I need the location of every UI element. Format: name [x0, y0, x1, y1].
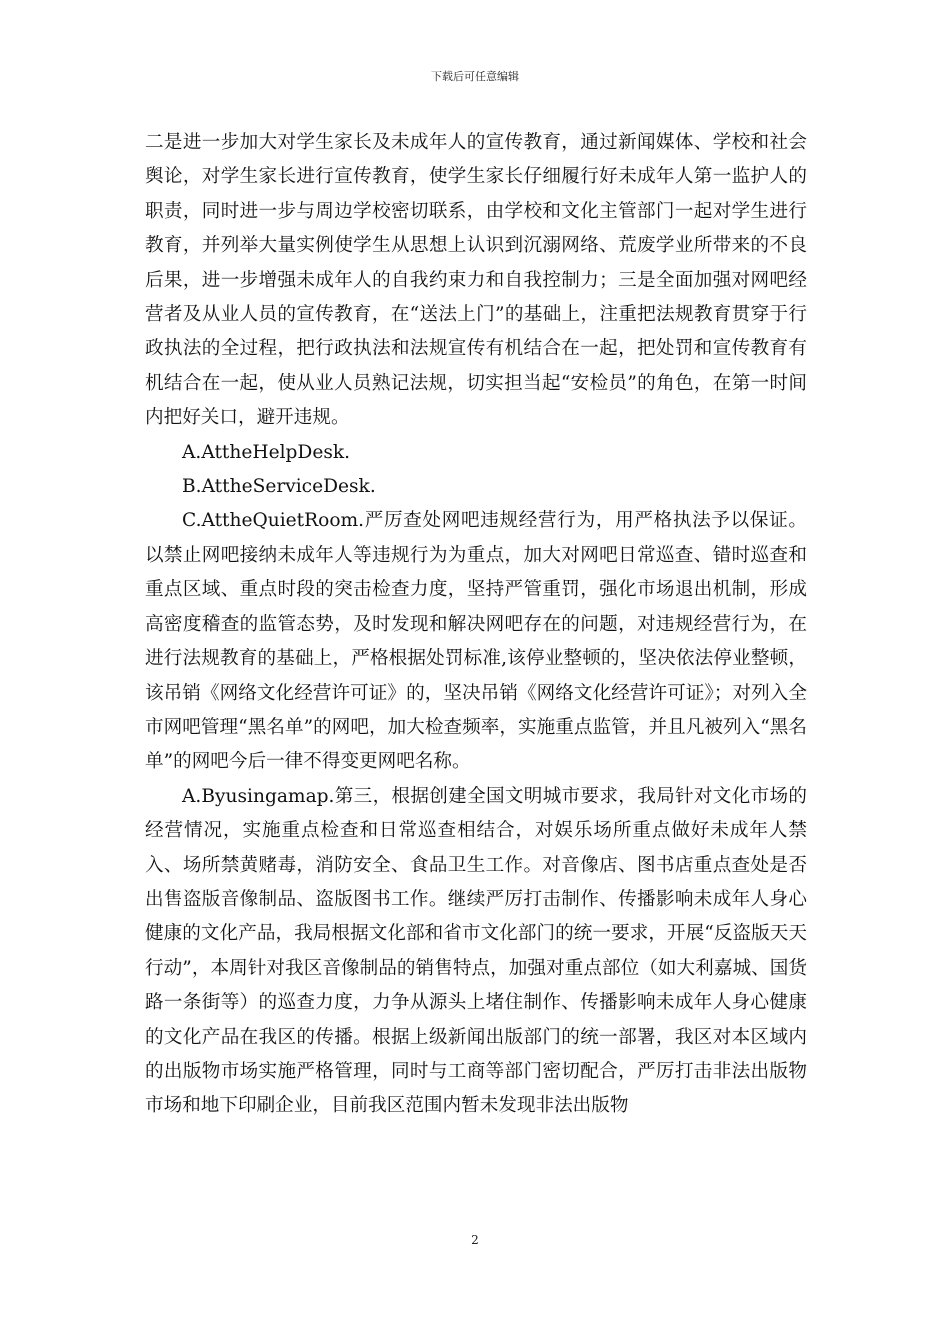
- page-number: 2: [471, 1233, 479, 1247]
- paragraph-publicity-education: 二是进一步加大对学生家长及未成年人的宣传教育，通过新闻媒体、学校和社会舆论，对学生家长进行宣传教育，使学生家长仔细履行好未成年人第一监护人的职责，同时进一步与周边学校密切联系，由学校和文化主管部门一起对学生进行教育，并列举大量实例使学生从思想上认识到沉溺网络、荒废学业所带来的不良后果，进一步增强未成年人的自我约束力和自我控制力；三是全面加强对网吧经营者及从业人员的宣传教育，在“送法上门”的基础上，注重把法规教育贯穿于行政执法的全过程，把行政执法和法规宣传有机结合在一起，把处罚和宣传教育有机结合在一起，使从业人员熟记法规，切实担当起“安检员”的角色，在第一时间内把好关口，避开违规。: [145, 132, 807, 429]
- body-text: [145, 126, 807, 1124]
- paragraph-option-b-servicedesk: B.AttheServiceDesk.: [182, 476, 376, 498]
- paragraph-option-a-helpdesk: A.AttheHelpDesk.: [182, 441, 351, 463]
- paragraph-option-a-market-inspection: A.Byusingamap.第三，根据创建全国文明城市要求，我局针对文化市场的经营情况，实施重点检查和日常巡查相结合，对娱乐场所重点做好未成年人禁入、场所禁黄赌毒，消防安全、食品卫生工作。对音像店、图书店重点查处是否出售盗版音像制品、盗版图书工作。继续严厉打击制作、传播影响未成年人身心健康的文化产品，我局根据文化部和省市文化部门的统一要求，开展“反盗版天天行动”，本周针对我区音像制品的销售特点，加强对重点部位（如大利嘉城、国货路一条街等）的巡查力度，力争从源头上堵住制作、传播影响未成年人身心健康的文化产品在我区的传播。根据上级新闻出版部门的统一部署，我区对本区域内的出版物市场实施严格管理，同时与工商等部门密切配合，严厉打击非法出版物市场和地下印刷企业，目前我区范围内暂未发现非法出版物: [145, 785, 807, 1117]
- paragraph-option-c-enforcement: C.AttheQuietRoom.严厉查处网吧违规经营行为，用严格执法予以保证。以禁止网吧接纳未成年人等违规行为为重点，加大对网吧日常巡查、错时巡查和重点区域、重点时段的突击检查力度，坚持严管重罚，强化市场退出机制，形成高密度稽查的监管态势，及时发现和解决网吧存在的问题，对违规经营行为，在进行法规教育的基础上，严格根据处罚标准,该停业整顿的，坚决依法停业整顿，该吊销《网络文化经营许可证》的，坚决吊销《网络文化经营许可证》；对列入全市网吧管理“黑名单”的网吧，加大检查频率，实施重点监管，并且凡被列入“黑名单”的网吧今后一律不得变更网吧名称。: [145, 510, 807, 773]
- page-header: 下载后可任意编辑: [431, 70, 519, 83]
